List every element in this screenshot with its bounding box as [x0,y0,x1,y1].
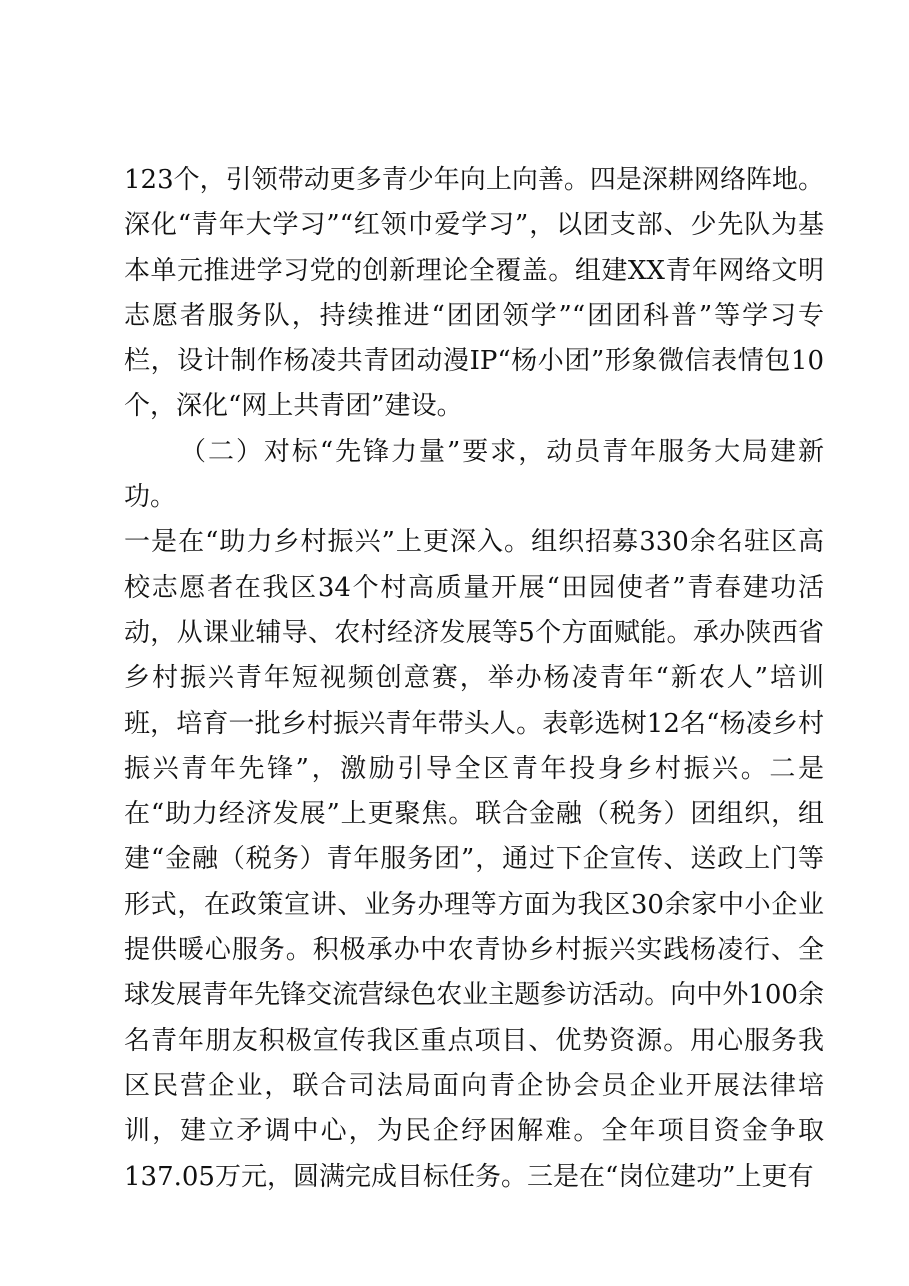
section-heading-vanguard: （二）对标“先锋力量”要求，动员青年服务大局建新功。 [124,436,824,513]
paragraph-vanguard-details: 一是在“助力乡村振兴”上更深入。组织招募330余名驻区高校志愿者在我区34个村高质量开展“田园使者”青春建功活动，从课业辅导、农村经济发展等5个方面赋能。承办陕西省乡村振兴青年短视频创意赛，举办杨凌青年“新农人”培训班，培育一批乡村振兴青年带头人。表彰选树12名“杨凌乡村振兴青年先锋”，激励引导全区青年投身乡村振兴。二是在“助力经济发展”上更聚焦。联合金融（税务）团组织，组建“金融（税务）青年服务团”，通过下企宣传、送政上门等形式，在政策宣讲、业务办理等方面为我区30余家中小企业提供暖心服务。积极承办中农青协乡村振兴实践杨凌行、全球发展青年先锋交流营绿色农业主题参访活动。向中外100余名青年朋友积极宣传我区重点项目、优势资源。用心服务我区民营企业，联合司法局面向青企协会员企业开展法律培训，建立矛调中心，为民企纾困解难。全年项目资金争取137.05万元，圆满完成目标任务。三是在“岗位建功”上更有 [124,527,824,1192]
document-body [124,158,824,1200]
paragraph-network-positions: 123个，引领带动更多青少年向上向善。四是深耕网络阵地。深化“青年大学习”“红领巾爱学习”，以团支部、少先队为基本单元推进学习党的创新理论全覆盖。组建XX青年网络文明志愿者服务队，持续推进“团团领学”“团团科普”等学习专栏，设计制作杨凌共青团动漫IP“杨小团”形象微信表情包10个，深化“网上共青团”建设。 [124,165,824,422]
